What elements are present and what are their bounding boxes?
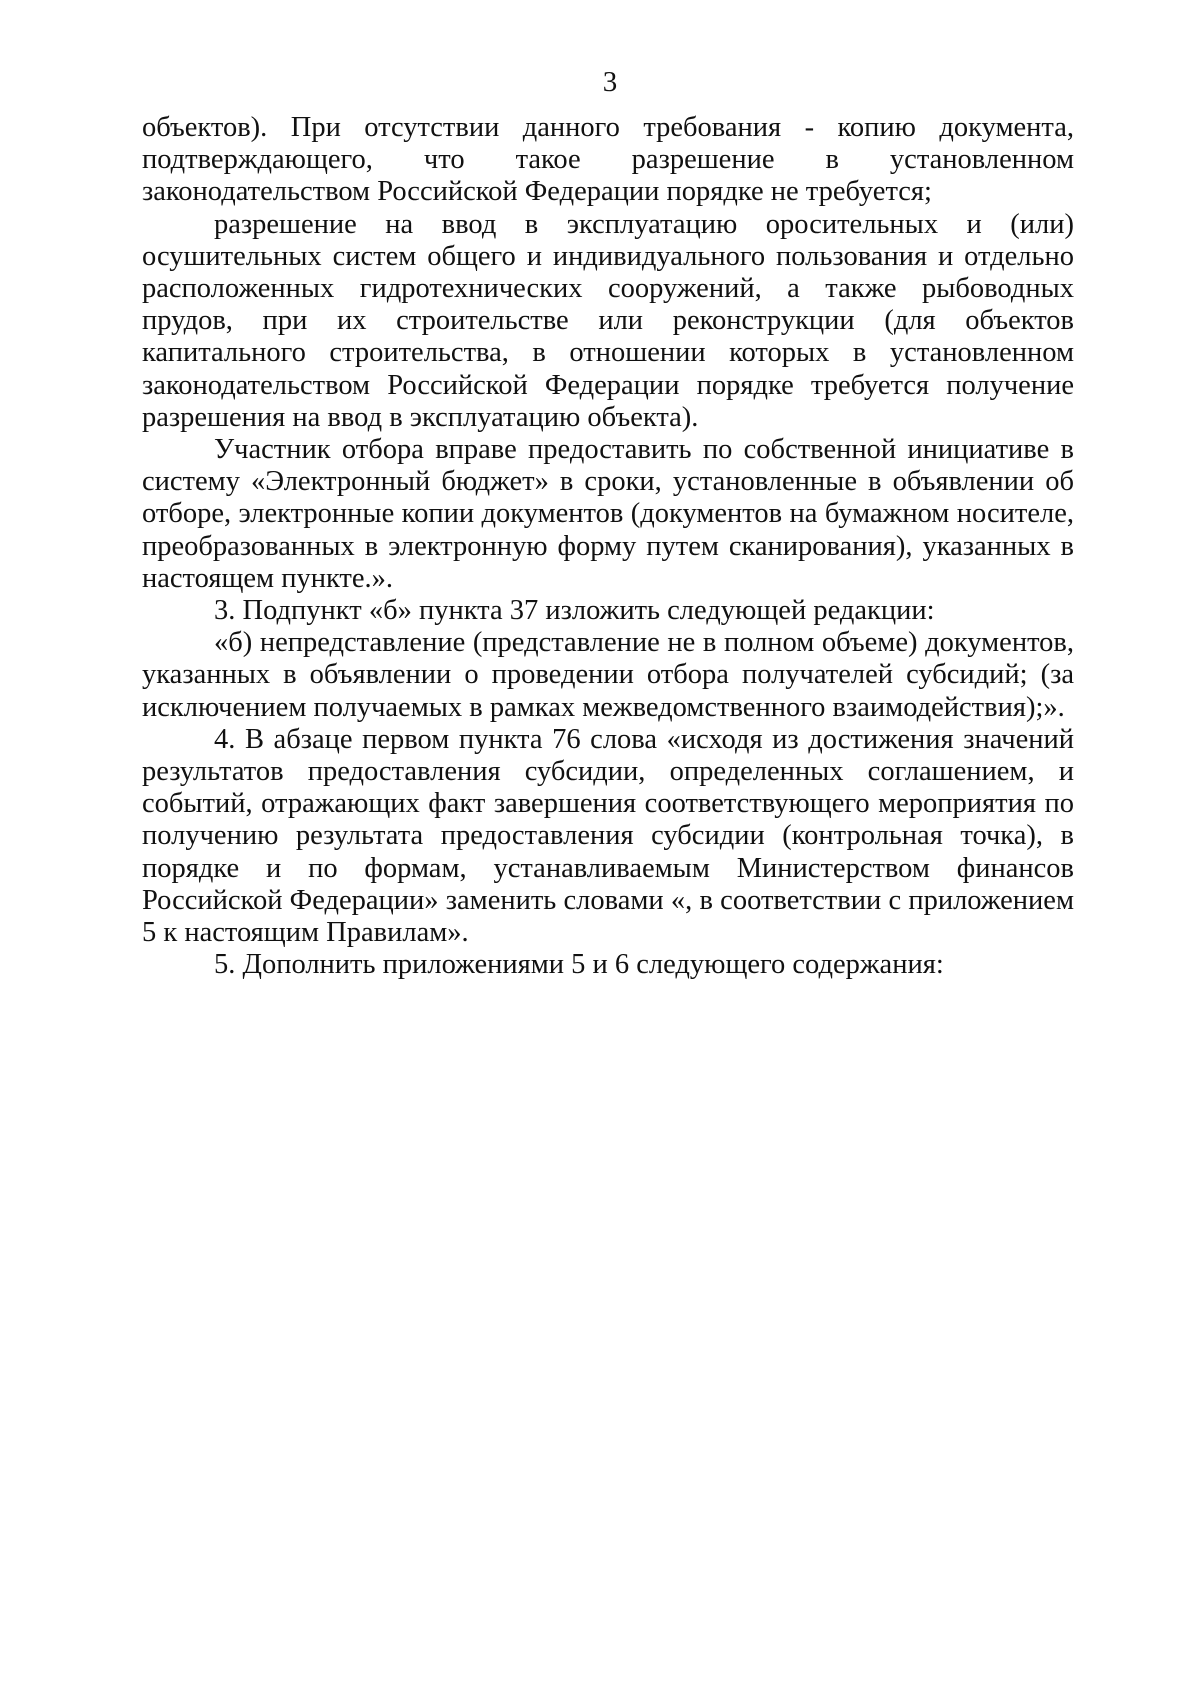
paragraph-item-3: 3. Подпункт «б» пункта 37 изложить следующей редакции:	[214, 595, 935, 627]
paragraph-item-4: 4. В абзаце первом пункта 76 слова «исходя из достижения значений результатов предоставления субсидии, определенных соглашением, и событий, отражающих факт завершения соответствующего мероприятия по получению результата предоставления субсидии (контрольная точка), в порядке и по формам, устанавливаемым Министерством финансов Российской Федерации» заменить словами «, в соответствии с приложением 5 к настоящим Правилам».	[142, 723, 1074, 949]
paragraph-item-5: 5. Дополнить приложениями 5 и 6 следующего содержания:	[214, 949, 944, 981]
paragraph-permit: разрешение на ввод в эксплуатацию оросительных и (или) осушительных систем общего и индивидуального пользования и отдельно расположенных гидротехнических сооружений, а также рыбоводных прудов, при их строительстве или реконструкции (для объектов капитального строительства, в отношении которых в установленном законодательством Российской Федерации порядке требуется получение разрешения на ввод в эксплуатацию объекта).	[142, 208, 1074, 433]
paragraph-participant: Участник отбора вправе предоставить по собственной инициативе в систему «Электронный бюджет» в сроки, установленные в объявлении об отборе, электронные копии документов (документов на бумажном носителе, преобразованных в электронную форму путем сканирования), указанных в настоящем пункте.».	[142, 434, 1074, 594]
paragraph-subitem-b: «б) непредставление (представление не в полном объеме) документов, указанных в объявлении о проведении отбора получателей субсидий; (за исключением получаемых в рамках межведомственного взаимодействия);».	[142, 627, 1074, 723]
document-body	[142, 112, 1074, 981]
paragraph-continuation: объектов). При отсутствии данного требования - копию документа, подтверждающего, что такое разрешение в установленном законодательством Российской Федерации порядке не требуется;	[142, 112, 1074, 208]
page-number: 3	[602, 66, 618, 98]
